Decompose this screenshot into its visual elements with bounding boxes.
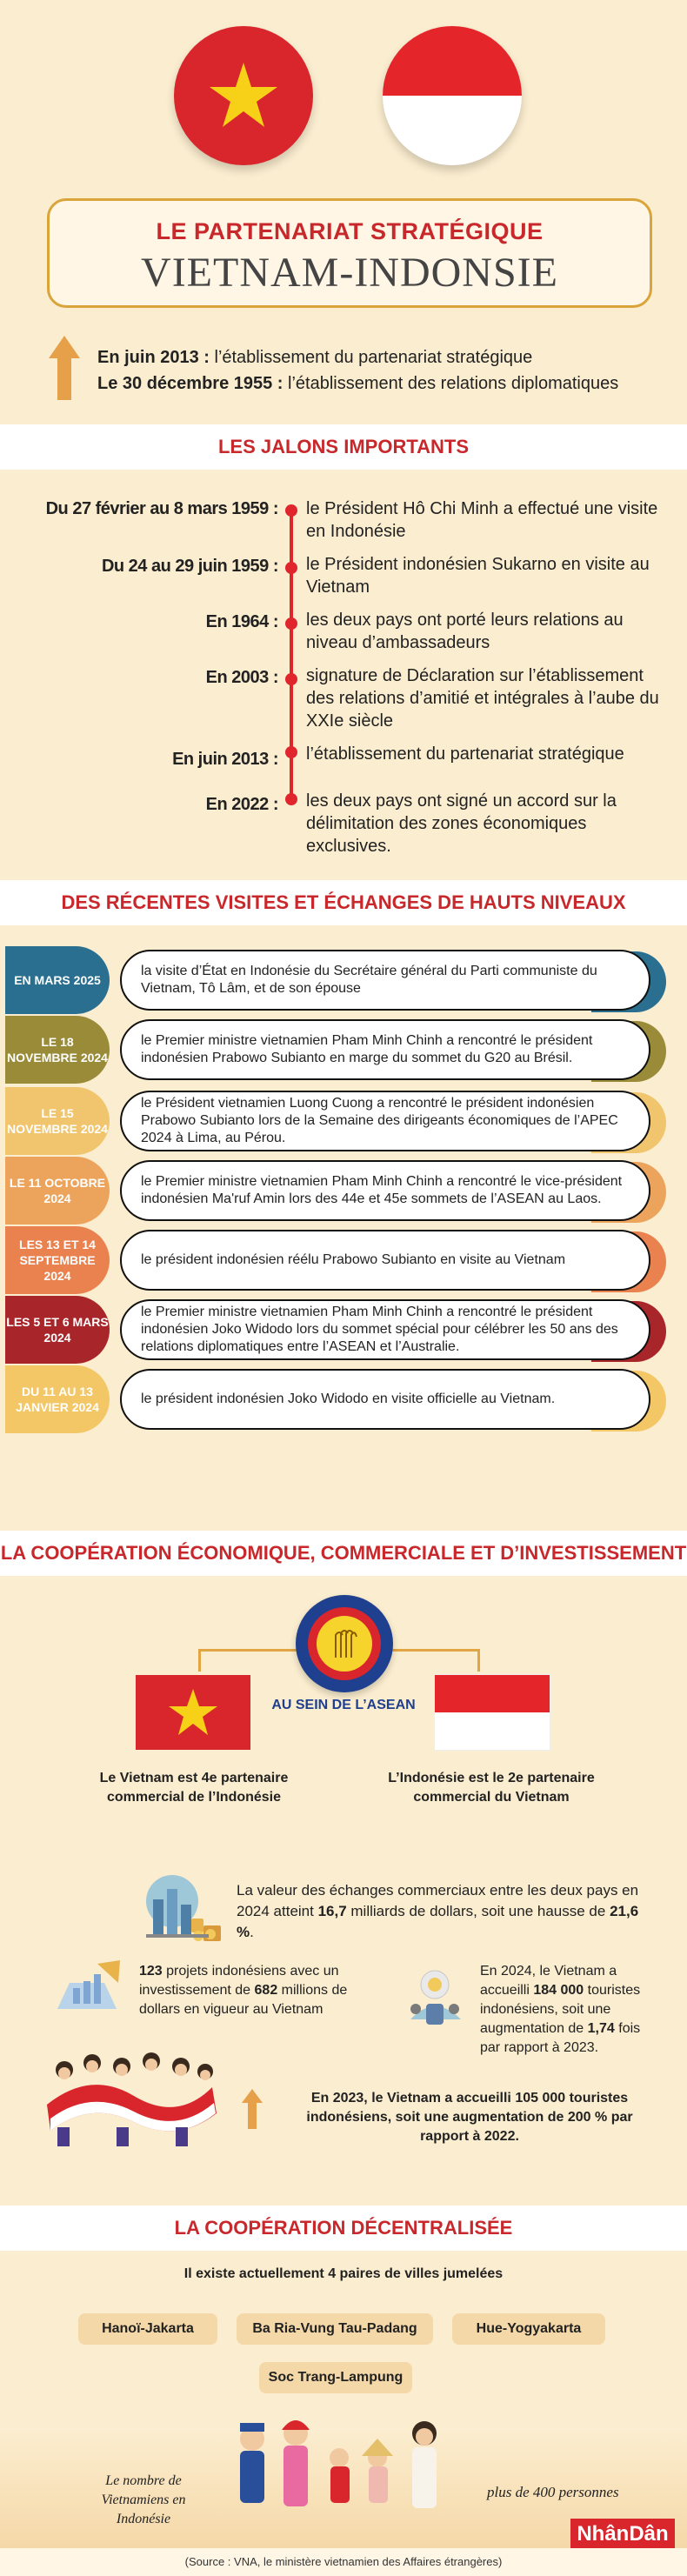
jalon-text: l’établissement du partenariat stratégique (306, 744, 624, 764)
trade-value: 16,7 (317, 1903, 347, 1919)
tourism-icon (397, 1959, 475, 2037)
jalon-text: le Président indonésien Sukarno en visite au Vietnam (306, 555, 650, 597)
jalon-date: En 2003 : (205, 668, 278, 687)
timeline-dot (285, 504, 297, 517)
visit-description: le président indonésien Joko Widodo en visite officielle au Vietnam. (120, 1369, 650, 1430)
projects-text: 123 projets indonésiens avec un investissement de 682 millions de dollars en vigueur au Vietnam (139, 1964, 348, 2017)
timeline-dot (285, 617, 297, 630)
tourists-2024-count: 184 000 (533, 1983, 584, 1998)
title-line-2: VIETNAM-INDONSIE (141, 250, 558, 296)
nhandan-logo: NhânDân (570, 2519, 675, 2550)
tourists-2024-text: En 2024, le Vietnam a accueilli 184 000 touristes indonésiens, soit une augmentation de 1,74 fois par rapport à 2023. (480, 1964, 641, 2055)
diaspora-label: Le nombre de Vietnamiens en Indonésie (101, 2473, 186, 2526)
title-box (47, 198, 652, 308)
timeline-dot (285, 746, 297, 758)
asean-logo-icon (296, 1595, 393, 1692)
twin-city-pair: Ba Ria-Vung Tau-Padang (237, 2313, 433, 2345)
asean-label: AU SEIN DE L’ASEAN (271, 1698, 416, 1712)
visit-description: le Président vietnamien Luong Cuong a rencontré le président indonésien Prabowo Subianto lors de la Semaine des dirigeants économiques de l’APEC 2024 à Lima, au Pérou. (120, 1091, 650, 1151)
vietnam-flag-rect-icon (136, 1675, 250, 1750)
trade-text: La valeur des échanges commerciaux entre les deux pays en 2024 atteint 16,7 milliards de dollars, soit une hausse de 21,6 %. (237, 1882, 639, 1940)
jalon-date: En 1964 : (205, 612, 278, 631)
indonesia-flag-rect-icon (435, 1675, 550, 1750)
projects-amount: 682 (254, 1983, 278, 1998)
intro-block (97, 344, 680, 397)
timeline-dot (285, 793, 297, 805)
twin-city-pair: Soc Trang-Lampung (259, 2362, 412, 2393)
visit-description: le Premier ministre vietnamien Pham Minh Chinh a rencontré le président indonésien Joko Widodo lors du sommet spécial pour célébrer les 50 ans des relations diplomatiques entre l’ASEAN et l’Australie. (120, 1299, 650, 1360)
visit-date-badge: LES 5 ET 6 MARS 2024 (5, 1296, 110, 1364)
indonesia-flag-icon (383, 26, 522, 165)
jalon-date: Du 24 au 29 juin 1959 : (101, 557, 278, 576)
vietnamese-people-illustration-icon (217, 2414, 461, 2527)
timeline-dot (285, 562, 297, 574)
visit-description: le Premier ministre vietnamien Pham Minh Chinh a rencontré le président indonésien Prabowo Subianto en marge du sommet du G20 au Brésil. (120, 1019, 650, 1080)
visit-date-badge: LES 13 ET 14 SEPTEMBRE 2024 (5, 1226, 110, 1294)
visit-date-badge: EN MARS 2025 (5, 946, 110, 1014)
twin-cities-intro: Il existe actuellement 4 paires de villes jumelées (183, 2266, 504, 2281)
section-title-jalons: LES JALONS IMPORTANTS (0, 424, 687, 470)
intro-date-2: Le 30 décembre 1955 : (97, 374, 283, 393)
diaspora-value: plus de 400 personnes (487, 2484, 619, 2500)
twin-city-pair: Hanoï-Jakarta (78, 2313, 217, 2345)
jalon-text: les deux pays ont signé un accord sur la délimitation des zones économiques exclusives. (306, 791, 617, 856)
visit-date-badge: LE 18 NOVEMBRE 2024 (5, 1016, 110, 1084)
intro-text-1: l’établissement du partenariat stratégique (209, 348, 533, 367)
tourists-2023-text: En 2023, le Vietnam a accueilli 105 000 touristes indonésiens, soit une augmentation de 200 % par rapport à 2022. (306, 2091, 633, 2144)
vietnam-flag-icon (174, 26, 313, 165)
investment-chart-icon (52, 1957, 125, 2018)
timeline-dot (285, 673, 297, 685)
source-note: (Source : VNA, le ministère vietnamien des Affaires étrangères) (0, 2548, 687, 2576)
jalon-date: Du 27 février au 8 mars 1959 : (45, 499, 278, 518)
jalon-date: En juin 2013 : (172, 750, 278, 769)
arrow-up-icon (242, 2089, 263, 2129)
people-illustration-icon (38, 2044, 221, 2148)
section-title-economie: LA COOPÉRATION ÉCONOMIQUE, COMMERCIALE ET D’INVESTISSEMENT (0, 1531, 687, 1576)
vn-partner-text: Le Vietnam est 4e partenaire commercial de l’Indonésie (99, 1771, 289, 1805)
jalon-text: les deux pays ont porté leurs relations au niveau d’ambassadeurs (306, 611, 624, 652)
jalon-text: le Président Hô Chi Minh a effectué une visite en Indonésie (306, 499, 658, 541)
visit-description: le Premier ministre vietnamien Pham Minh Chinh a rencontré le vice-président indonésien Ma'ruf Amin lors des 44e et 45e sommets de l’ASEAN au Laos. (120, 1160, 650, 1221)
visit-date-badge: LE 11 OCTOBRE 2024 (5, 1157, 110, 1225)
section-title-decentralisee: LA COOPÉRATION DÉCENTRALISÉE (0, 2206, 687, 2251)
visit-description: la visite d’État en Indonésie du Secrétaire général du Parti communiste du Vietnam, Tô Lâm, et de son épouse (120, 950, 650, 1011)
arrow-up-icon (49, 336, 80, 400)
section-title-visites: DES RÉCENTES VISITES ET ÉCHANGES DE HAUTS NIVEAUX (0, 880, 687, 925)
intro-date-1: En juin 2013 : (97, 348, 210, 367)
id-partner-text: L’Indonésie est le 2e partenaire commercial du Vietnam (388, 1771, 595, 1805)
title-line-1: LE PARTENARIAT STRATÉGIQUE (156, 218, 544, 244)
visit-date-badge: LE 15 NOVEMBRE 2024 (5, 1087, 110, 1155)
trade-growth: 21,6 % (237, 1903, 639, 1940)
intro-text-2: l’établissement des relations diplomatiques (283, 374, 619, 393)
tourists-2024-ratio: 1,74 (587, 2021, 615, 2036)
visit-date-badge: DU 11 AU 13 JANVIER 2024 (5, 1365, 110, 1433)
visit-description: le président indonésien réélu Prabowo Subianto en visite au Vietnam (120, 1230, 650, 1291)
twin-city-pair: Hue-Yogyakarta (452, 2313, 605, 2345)
jalon-text: signature de Déclaration sur l’établissement des relations d’amitié et intégrales à l’aube du XXIe siècle (306, 666, 659, 731)
projects-count: 123 (139, 1964, 163, 1979)
trade-icon (137, 1870, 228, 1945)
jalon-date: En 2022 : (205, 795, 278, 814)
